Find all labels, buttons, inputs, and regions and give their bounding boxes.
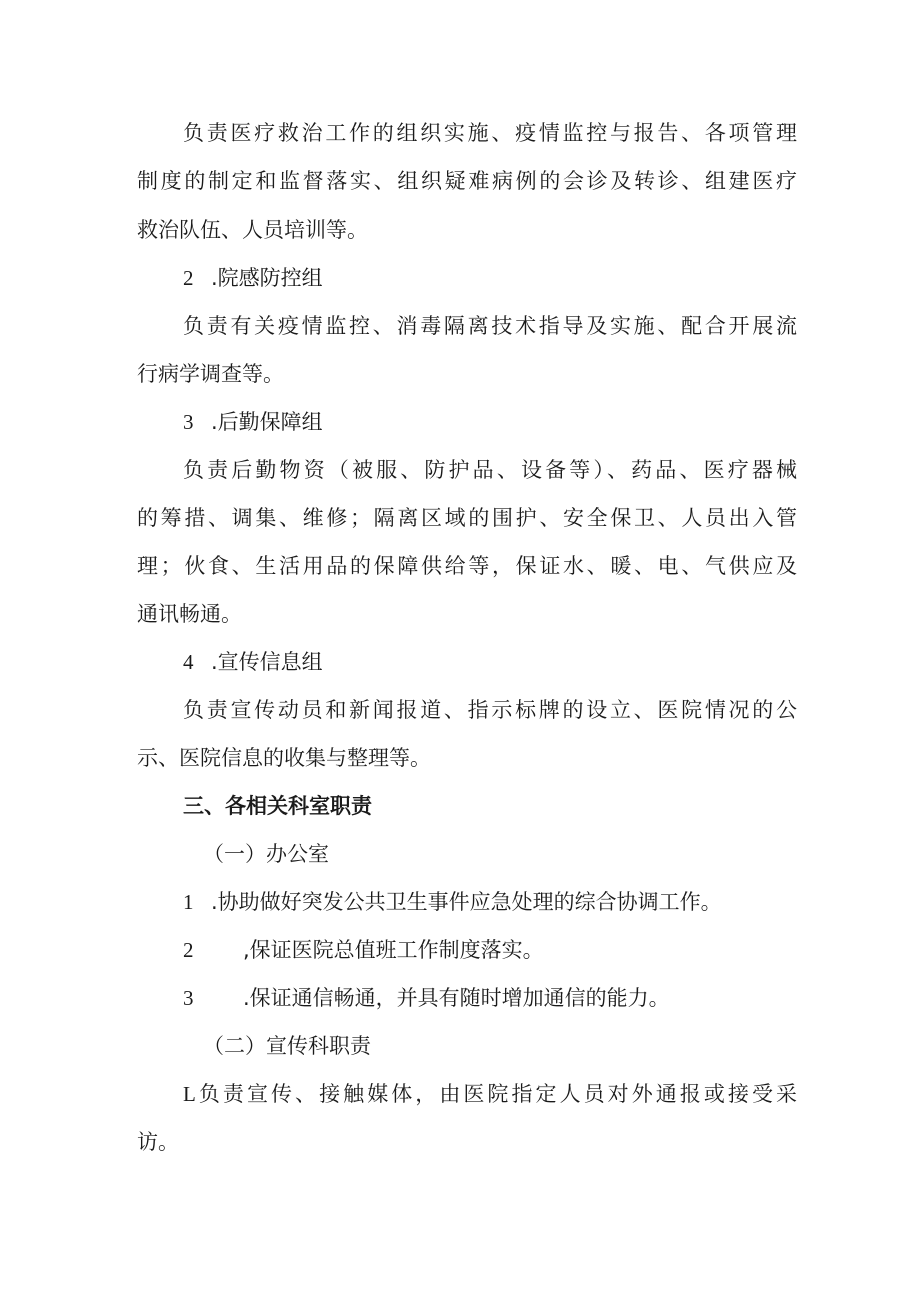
office-item-3-text: .保证通信畅通，并具有随时增加通信的能力。 [243, 986, 670, 1010]
group4-title: .宣传信息组 [211, 650, 323, 674]
office-item-3-number: 3 [183, 986, 194, 1010]
group2-number: 2 [183, 266, 194, 290]
para4-line2: 示、医院信息的收集与整理等。 [137, 746, 431, 770]
group2-title: .院感防控组 [211, 266, 323, 290]
group2-heading [183, 263, 323, 293]
publicity-line1-number: L [183, 1082, 196, 1106]
publicity-title: （二）宣传科职责 [203, 1034, 371, 1058]
para3-line1: 负责后勤物资（被服、防护品、设备等）、药品、医疗器械 [183, 458, 797, 482]
office-title: （一）办公室 [203, 842, 329, 866]
publicity-line2: 访。 [137, 1130, 179, 1154]
section3-title: 三、各相关科室职责 [183, 794, 372, 818]
para1-line1: 负责医疗救治工作的组织实施、疫情监控与报告、各项管理 [183, 121, 797, 145]
office-item-2-text: ,保证医院总值班工作制度落实。 [243, 938, 544, 962]
para3-line3: 理；伙食、生活用品的保障供给等，保证水、暖、电、气供应及 [137, 554, 797, 578]
office-item-2-number: 2 [183, 938, 194, 962]
publicity-line1-text: 负责宣传、接触媒体，由医院指定人员对外通报或接受采 [195, 1082, 797, 1106]
group4-number: 4 [183, 650, 194, 674]
para4-line1: 负责宣传动员和新闻报道、指示标牌的设立、医院情况的公 [183, 698, 797, 722]
para2-line1: 负责有关疫情监控、消毒隔离技术指导及实施、配合开展流 [183, 314, 797, 338]
para3-line2: 的筹措、调集、维修；隔离区域的围护、安全保卫、人员出入管 [137, 506, 797, 530]
group3-heading [183, 407, 323, 437]
group3-number: 3 [183, 410, 194, 434]
office-item-1 [183, 887, 722, 917]
para1-line3: 救治队伍、人员培训等。 [137, 218, 368, 242]
office-item-1-number: 1 [183, 890, 194, 914]
para1-line2: 制度的制定和监督落实、组织疑难病例的会诊及转诊、组建医疗 [137, 169, 797, 193]
publicity-line1 [183, 1079, 797, 1109]
para2-line2: 行病学调查等。 [137, 362, 284, 386]
group3-title: .后勤保障组 [211, 410, 323, 434]
office-item-3 [183, 983, 670, 1013]
para3-line4: 通讯畅通。 [137, 602, 242, 626]
office-item-2 [183, 935, 544, 965]
office-item-1-text: .协助做好突发公共卫生事件应急处理的综合协调工作。 [211, 890, 722, 914]
group4-heading [183, 647, 323, 677]
